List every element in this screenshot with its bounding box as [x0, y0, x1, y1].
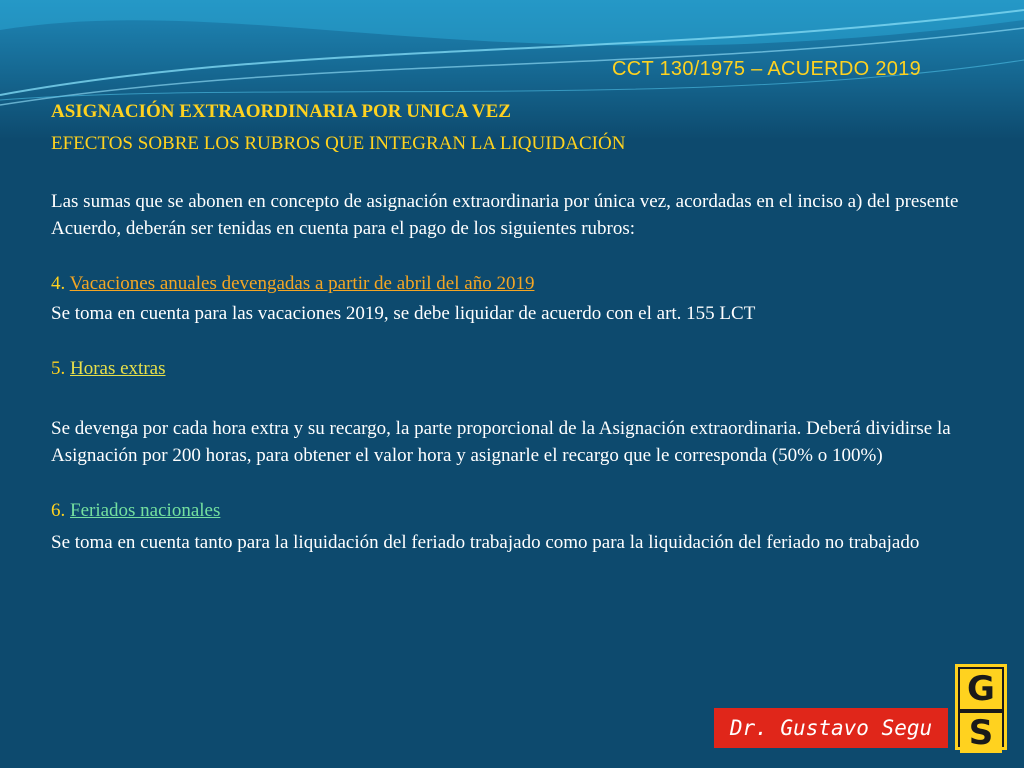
logo-letter-s: S [960, 713, 1002, 753]
section-4-body: Se toma en cuenta para las vacaciones 2019, se debe liquidar de acuerdo con el art. 155 LCT [51, 303, 756, 324]
slide-header-title: CCT 130/1975 – ACUERDO 2019 [612, 58, 922, 80]
section-4-heading [51, 270, 981, 298]
section-6-number: 6. [51, 500, 66, 521]
gs-logo [955, 664, 1007, 753]
subtitle: EFECTOS SOBRE LOS RUBROS QUE INTEGRAN LA LIQUIDACIÓN [51, 133, 626, 154]
section-4-number: 4. [51, 273, 66, 294]
section-4-title: Vacaciones anuales devengadas a partir de abril del año 2019 [69, 273, 535, 294]
section-5-number: 5. [51, 358, 66, 379]
main-title: ASIGNACIÓN EXTRAORDINARIA POR UNICA VEZ [51, 101, 511, 122]
section-5-title: Horas extras [70, 358, 166, 379]
section-5-body: Se devenga por cada hora extra y su recargo, la parte proporcional de la Asignación extraordinaria. Deberá dividirse la Asignación por 200 horas, para obtener el valor hora y asignarle el recargo que le corresponda (50% o 100%) [51, 418, 951, 466]
intro-paragraph: Las sumas que se abonen en concepto de asignación extraordinaria por única vez, acordadas en el inciso a) del presente Acuerdo, deberán ser tenidas en cuenta para el pago de los siguientes rubros: [51, 191, 959, 239]
section-5-heading [51, 355, 981, 383]
slide-content [51, 98, 981, 558]
signature-badge: Dr. Gustavo Segu [714, 708, 948, 748]
section-6-title: Feriados nacionales [70, 500, 221, 521]
logo-letter-g: G [960, 669, 1002, 709]
section-6-heading [51, 497, 981, 525]
section-6-body: Se toma en cuenta tanto para la liquidación del feriado trabajado como para la liquidación del feriado no trabajado [51, 532, 920, 553]
